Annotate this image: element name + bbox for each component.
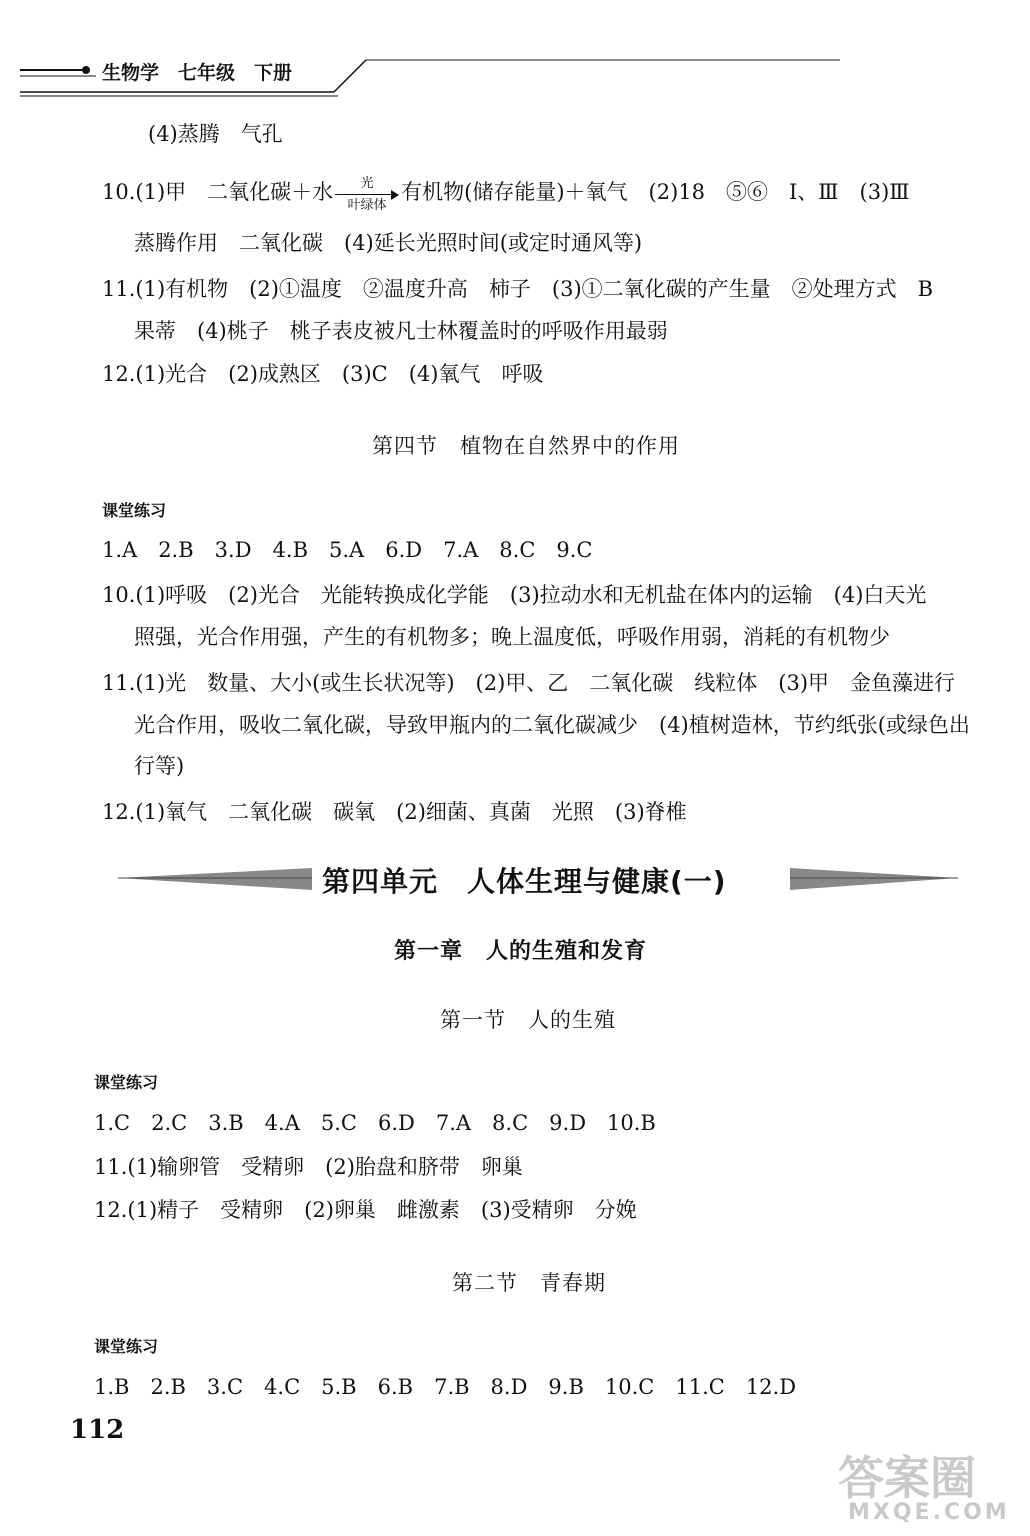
answer-line: 1.A 2.B 3.D 4.B 5.A 6.D 7.A 8.C 9.C [102,538,593,562]
section-title: 第一节 人的生殖 [440,1008,616,1032]
arrow-condition-bottom: 叶绿体 [347,197,387,213]
answer-line: 12.(1)精子 受精卵 (2)卵巢 雌激素 (3)受精卵 分娩 [94,1198,637,1222]
header-dot-icon [82,66,90,74]
unit-title: 第四单元 人体生理与健康(一) [322,865,727,898]
exercise-subheading: 课堂练习 [102,501,167,520]
answer-line: 照强，光合作用强，产生的有机物多；晚上温度低，呼吸作用弱，消耗的有机物少 [134,625,890,649]
exercise-subheading: 课堂练习 [94,1337,159,1356]
page-number: 112 [70,1415,125,1445]
section-title: 第二节 青春期 [452,1271,606,1295]
equation-right: 有机物(储存能量)＋氧气 (2)18 ⑤⑥ Ⅰ、Ⅲ (3)Ⅲ [401,180,910,204]
watermark-url: MXQE.COM [848,1500,1010,1525]
equation-left: 10.(1)甲 二氧化碳＋水 [102,180,334,204]
answer-line: 11.(1)有机物 (2)①温度 ②温度升高 柿子 (3)①二氧化碳的产生量 ②处理方式 B [102,277,934,301]
chapter-title: 第一章 人的生殖和发育 [394,939,648,964]
reaction-arrow [335,175,399,213]
answer-line: 果蒂 (4)桃子 桃子表皮被凡士林覆盖时的呼吸作用最弱 [134,319,668,343]
watermark-logo: 答案圈 [838,1451,976,1505]
answer-line: 1.B 2.B 3.C 4.C 5.B 6.B 7.B 8.D 9.B 10.C 11.C 12.D [94,1375,797,1399]
answer-line: 11.(1)光 数量、大小(或生长状况等) (2)甲、乙 二氧化碳 线粒体 (3)甲 金鱼藻进行 [102,671,956,695]
answer-line: 12.(1)光合 (2)成熟区 (3)C (4)氧气 呼吸 [102,362,544,386]
section-title: 第四节 植物在自然界中的作用 [372,434,680,458]
answer-line: (4)蒸腾 气孔 [148,122,283,146]
answer-line: 光合作用，吸收二氧化碳，导致甲瓶内的二氧化碳减少 (4)植树造林，节约纸张(或绿色出 [134,713,970,737]
arrow-condition-top: 光 [360,175,374,191]
answer-line: 12.(1)氧气 二氧化碳 碳氧 (2)细菌、真菌 光照 (3)脊椎 [102,800,687,824]
answer-line: 11.(1)输卵管 受精卵 (2)胎盘和脐带 卵巢 [94,1155,523,1179]
answer-line-with-equation [102,175,910,213]
answer-line: 10.(1)呼吸 (2)光合 光能转换成化学能 (3)拉动水和无机盐在体内的运输 (4)白天光 [102,583,927,607]
answer-line: 蒸腾作用 二氧化碳 (4)延长光照时间(或定时通风等) [134,231,643,255]
answer-line: 行等) [134,754,185,778]
answer-line: 1.C 2.C 3.B 4.A 5.C 6.D 7.A 8.C 9.D 10.B [94,1111,656,1135]
header-title: 生物学 七年级 下册 [102,62,293,84]
exercise-subheading: 课堂练习 [94,1073,159,1092]
